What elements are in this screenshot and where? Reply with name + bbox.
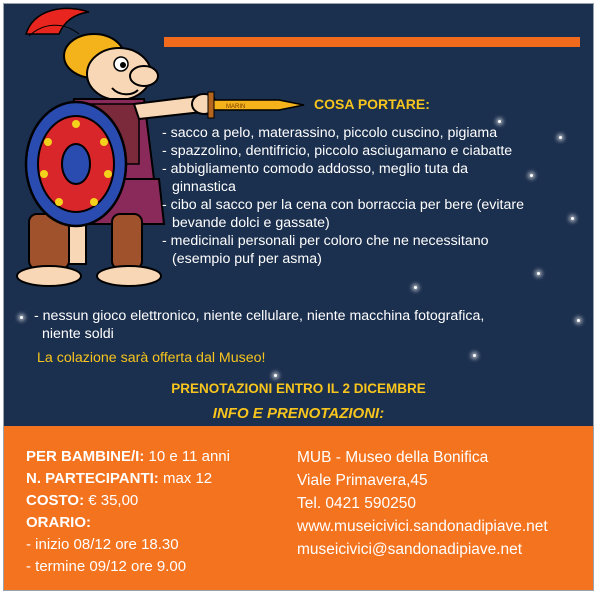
booking-deadline: PRENOTAZIONI ENTRO IL 2 DICEMBRE [171, 381, 426, 396]
flyer [3, 3, 594, 591]
schedule-label: ORARIO: [26, 514, 91, 531]
no-devices-line: - nessun gioco elettronico, niente cellulare, niente macchina fotografica, [34, 308, 485, 324]
star-decoration [274, 374, 277, 377]
list-item: - spazzolino, dentifricio, piccolo asciugamano e ciabatte [162, 143, 513, 159]
age-row [26, 446, 230, 468]
museum-phone[interactable]: Tel. 0421 590250 [297, 495, 416, 512]
museum-email-link[interactable]: museicivici@sandonadipiave.net [297, 541, 523, 558]
start-time: - inizio 08/12 ore 18.30 [26, 536, 179, 553]
event-details [26, 446, 230, 578]
details-panel [4, 426, 593, 591]
star-decoration [414, 286, 417, 289]
list-item: bevande dolci e gassate) [172, 215, 330, 231]
end-time: - termine 09/12 ore 9.00 [26, 558, 187, 575]
age-label: PER BAMBINE/I: [26, 448, 145, 465]
star-decoration [537, 272, 540, 275]
age-value: 10 e 11 anni [144, 448, 230, 465]
participants-value: max 12 [158, 470, 213, 487]
star-decoration [20, 316, 23, 319]
list-item: - cibo al sacco per la cena con borraccia per bere (evitare [162, 197, 524, 213]
schedule-row [26, 512, 230, 534]
list-item: - abbigliamento comodo addosso, meglio tuta da [162, 161, 469, 177]
list-item: - sacco a pelo, materassino, piccolo cuscino, pigiama [162, 125, 498, 141]
info-heading: INFO E PRENOTAZIONI: [212, 405, 385, 422]
what-to-bring-heading: COSA PORTARE: [314, 96, 430, 112]
museum-website-link[interactable]: www.museicivici.sandonadipiave.net [297, 518, 548, 535]
no-devices-note [34, 307, 484, 343]
museum-address: Viale Primavera,45 [297, 472, 428, 489]
breakfast-note: La colazione sarà offerta dal Museo! [37, 350, 266, 366]
star-decoration [498, 120, 501, 123]
participants-row [26, 468, 230, 490]
what-to-bring-list [162, 124, 592, 268]
cost-row [26, 490, 230, 512]
cost-value: € 35,00 [84, 492, 139, 509]
list-item: (esempio puf per asma) [172, 251, 322, 267]
star-decoration [473, 354, 476, 357]
no-money-line: niente soldi [42, 326, 114, 342]
museum-name: MUB - Museo della Bonifica [297, 449, 489, 466]
star-decoration [577, 319, 580, 322]
sword-signature: MARIN [226, 104, 246, 110]
cost-label: COSTO: [26, 492, 85, 509]
participants-label: N. PARTECIPANTI: [26, 470, 159, 487]
contact-info [297, 446, 548, 561]
list-item: ginnastica [172, 179, 236, 195]
list-item: - medicinali personali per coloro che ne necessitano [162, 233, 489, 249]
